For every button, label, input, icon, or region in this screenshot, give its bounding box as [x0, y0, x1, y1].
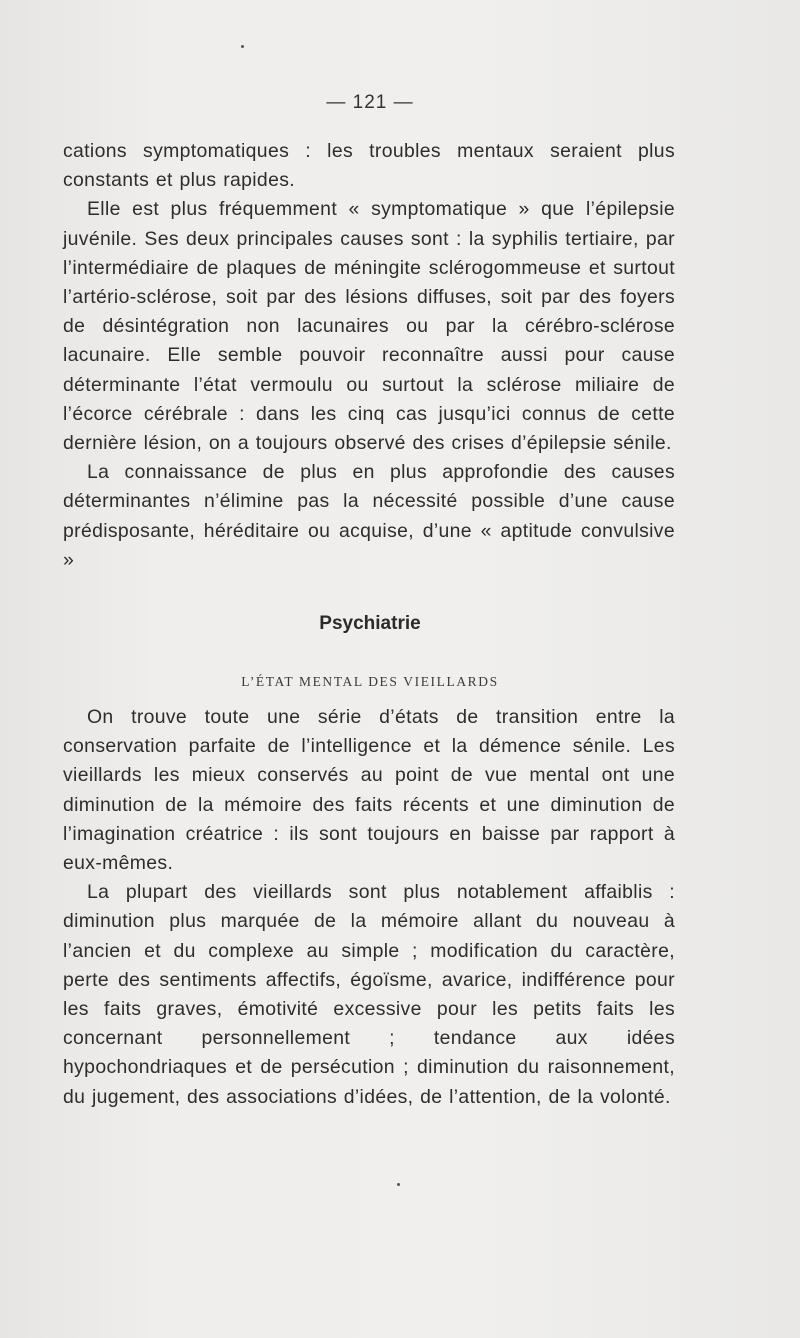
section-subheading: L’ÉTAT MENTAL DES VIEILLARDS — [241, 674, 499, 689]
section-heading: Psychiatrie — [319, 613, 421, 634]
print-speck — [397, 1183, 400, 1186]
paragraph: La plupart des vieillards sont plus notablement affaiblis : diminution plus marquée de la mémoire allant du nouveau à l’ancien et du complexe au simple ; modification du caractère, perte des sentiments affectifs, égoïsme, avarice, indifférence pour les faits graves, émotivité excessive pour les petits faits les concernant personnellement ; tendance aux idées hypochondriaques et de persécution ; diminution du raisonnement, du jugement, des associations d’idées, de l’attention, de la volonté. — [63, 881, 675, 1108]
paragraph: On trouve toute une série d’états de transition entre la conservation parfaite de l’intelligence et la démence sénile. Les vieillards les mieux conservés au point de vue mental ont une diminution de la mémoire des faits récents et une diminution de l’imagination créatrice : ils sont toujours en baisse par rapport à eux-mêmes. — [63, 706, 675, 875]
paragraph: La connaissance de plus en plus approfondie des causes déterminantes n’élimine pas la nécessité possible d’une cause prédisposante, héréditaire ou acquise, d’une « aptitude convulsive » — [63, 461, 675, 571]
body-text-section-1 — [63, 137, 675, 575]
paragraph: Elle est plus fréquemment « symptomatique » que l’épilepsie juvénile. Ses deux principales causes sont : la syphilis tertiaire, par l’intermédiaire de plaques de méningite sclérogommeuse et surtout l’artério-sclérose, soit par des lésions diffuses, soit par des foyers de désintégration non lacunaires ou par la cérébro-sclérose lacunaire. Elle semble pouvoir reconnaître aussi pour cause déterminante l’état vermoulu ou surtout la sclérose miliaire de l’écorce cérébrale : dans les cinq cas jusqu’ici connus de cette dernière lésion, on a toujours observé des crises d’épilepsie sénile. — [63, 198, 675, 455]
body-text-section-2 — [63, 703, 675, 1112]
page-number: — 121 — — [326, 92, 414, 113]
print-speck — [241, 45, 244, 48]
paragraph: cations symptomatiques : les troubles mentaux seraient plus constants et plus rapides. — [63, 140, 675, 192]
